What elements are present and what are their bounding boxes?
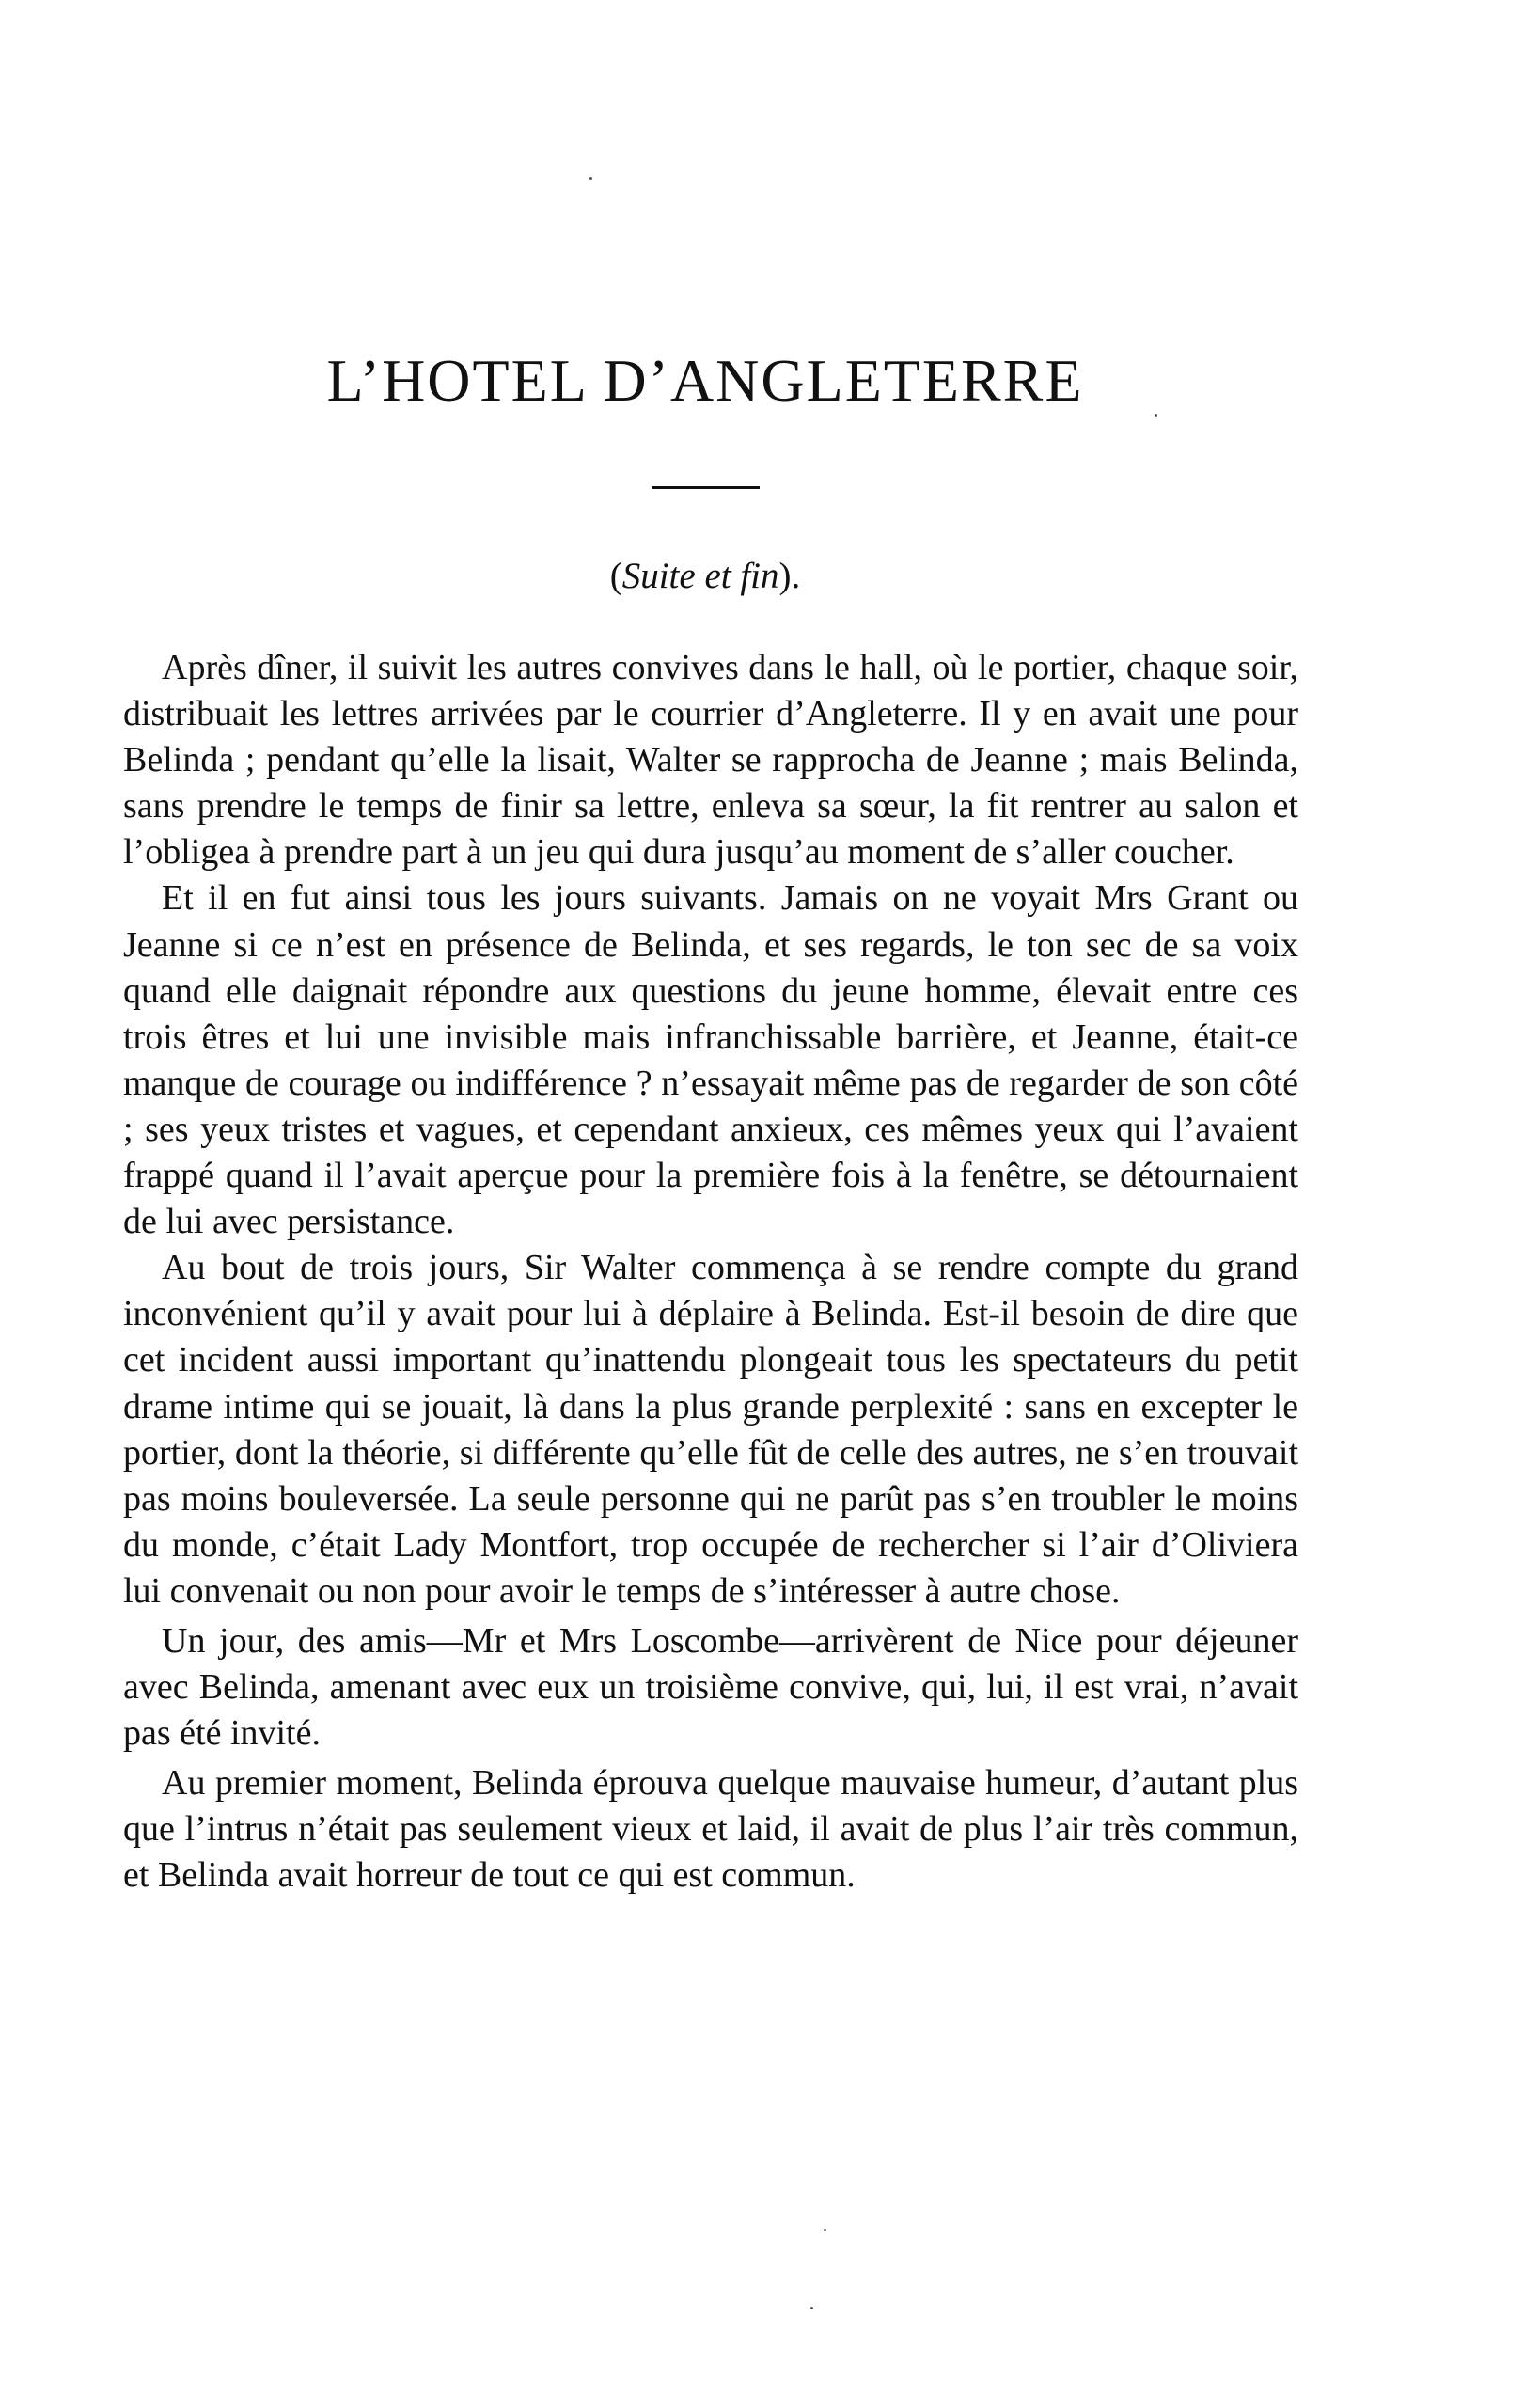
subtitle-close: ). [778,556,801,596]
paragraph: Au premier moment, Belinda éprouva quelque mauvaise humeur, d’autant plus que l’intrus n’était pas seulement vieux et laid, il avait de plus l’air très commun, et Belinda avait horreur de tout ce qui est commun. [123,1763,1298,1896]
paragraph: Au bout de trois jours, Sir Walter commença à se rendre compte du grand inconvénient qu’il y avait pour lui à déplaire à Belinda. Est-il besoin de dire que cet incident aussi important qu’inattendu plongeait tous les spectateurs du petit drame intime qui se jouait, là dans la plus grande perplexité : sans en excepter le portier, dont la théorie, si différente qu’elle fût de celle des autres, ne s’en trouvait pas moins bouleversée. La seule personne qui ne parût pas s’en troubler le moins du monde, c’était Lady Montfort, trop occupée de rechercher si l’air d’Oliviera lui convenait ou non pour avoir le temps de s’intéresser à autre chose. [123,1248,1298,1611]
chapter-subtitle [0,555,1410,597]
print-speck [589,177,592,180]
chapter-title: L’HOTEL D’ANGLETERRE [326,347,1084,414]
print-speck [810,2307,813,2309]
subtitle-italic: Suite et fin [621,556,779,596]
print-speck [1155,414,1157,417]
subtitle-open: ( [609,556,622,596]
paragraph: Un jour, des amis—Mr et Mrs Loscombe—arrivèrent de Nice pour déjeuner avec Belinda, amenant avec eux un troisième convive, qui, lui, il est vrai, n’avait pas été invité. [123,1620,1298,1754]
paragraph: Et il en fut ainsi tous les jours suivants. Jamais on ne voyait Mrs Grant ou Jeanne si ce n’est en présence de Belinda, et ses regards, le ton sec de sa voix quand elle daignait répondre aux questions du jeune homme, élevait entre ces trois êtres et lui une invisible mais infranchissable barrière, et Jeanne, était-ce manque de courage ou indifférence ? n’essayait même pas de regarder de son côté ; ses yeux tristes et vagues, et cependant anxieux, ces mêmes yeux qui l’avaient frappé quand il l’avait aperçue pour la première fois à la fenêtre, se détournaient de lui avec persistance. [123,878,1298,1242]
title-rule [652,486,760,489]
body-text [123,645,1298,1899]
paragraph: Après dîner, il suivit les autres convives dans le hall, où le portier, chaque soir, distribuait les lettres arrivées par le courrier d’Angleterre. Il y en avait une pour Belinda ; pendant qu’elle la lisait, Walter se rapprocha de Jeanne ; mais Belinda, sans prendre le temps de finir sa lettre, enleva sa sœur, la fit rentrer au salon et l’obligea à prendre part à un jeu qui dura jusqu’au moment de s’aller coucher. [123,648,1298,873]
print-speck [824,2229,826,2231]
